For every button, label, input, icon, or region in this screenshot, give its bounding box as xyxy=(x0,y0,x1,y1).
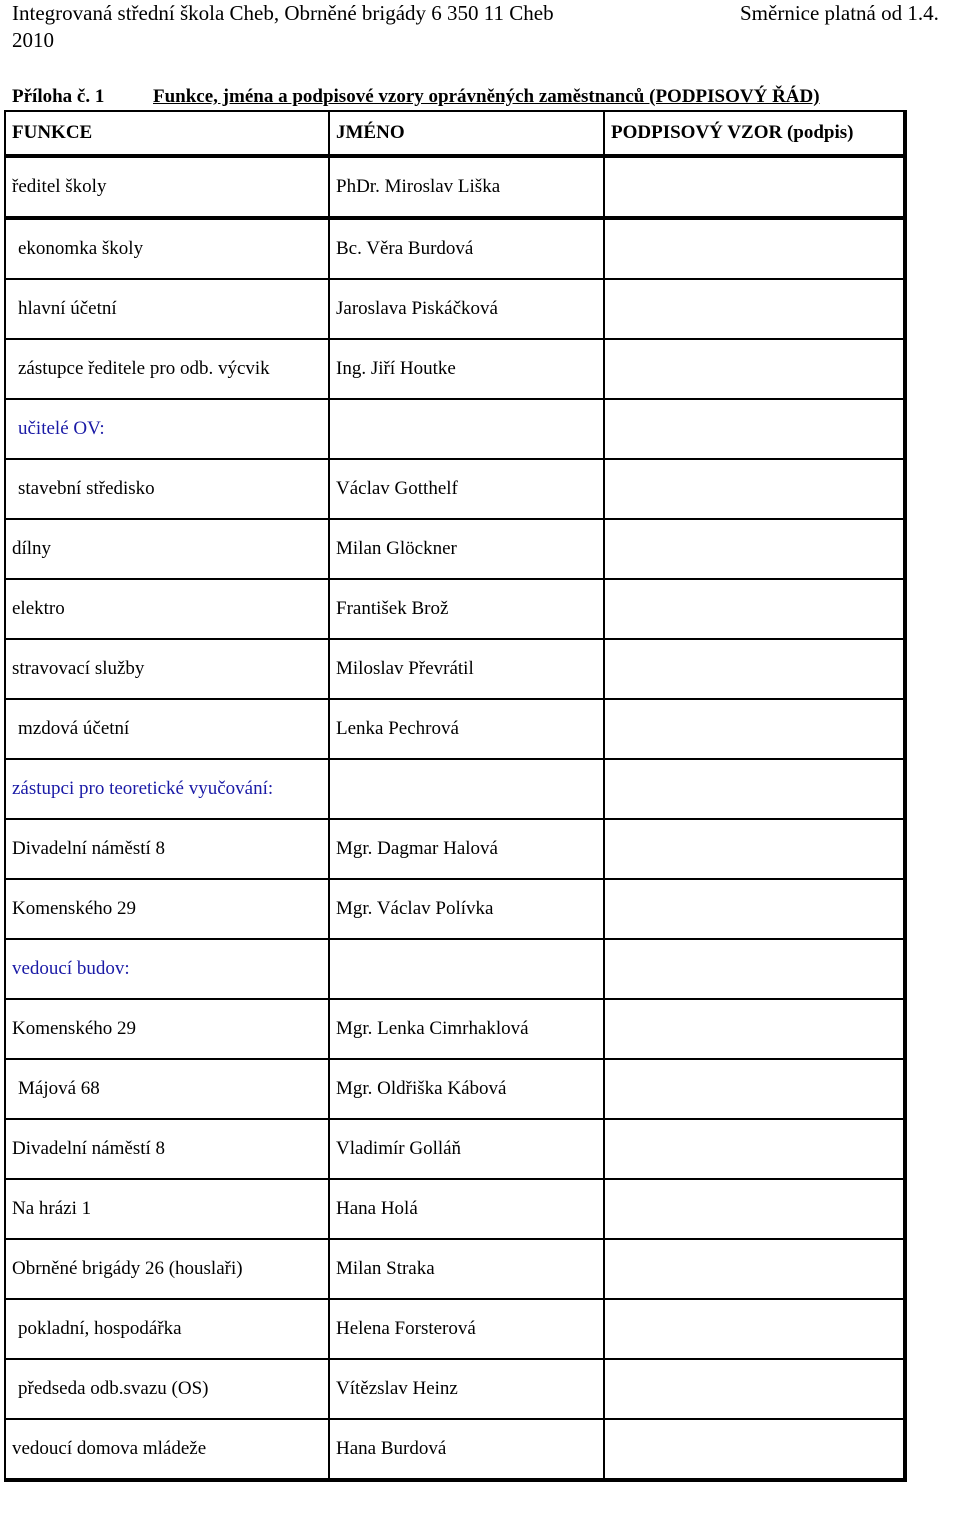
table-row xyxy=(5,1179,905,1239)
signature-cell xyxy=(604,639,905,699)
signature-cell xyxy=(604,879,905,939)
table-row xyxy=(5,639,905,699)
table-row xyxy=(5,1059,905,1119)
signature-cell xyxy=(604,1119,905,1179)
column-header-name: JMÉNO xyxy=(329,111,604,156)
function-cell: mzdová účetní xyxy=(5,699,329,759)
table-row xyxy=(5,759,905,819)
school-name: Integrovaná střední škola Cheb, Obrněné brigády 6 350 11 Cheb xyxy=(12,1,554,25)
signature-cell xyxy=(604,579,905,639)
table-row xyxy=(5,218,905,279)
function-cell: ředitel školy xyxy=(5,156,329,218)
name-cell: Hana Holá xyxy=(329,1179,604,1239)
signature-table xyxy=(4,110,907,1482)
function-cell: stravovací služby xyxy=(5,639,329,699)
signature-cell xyxy=(604,459,905,519)
table-row xyxy=(5,879,905,939)
function-cell: hlavní účetní xyxy=(5,279,329,339)
name-cell: Bc. Věra Burdová xyxy=(329,218,604,279)
attachment-title: Funkce, jména a podpisové vzory oprávněných zaměstnanců (PODPISOVÝ ŘÁD) xyxy=(153,86,820,107)
section-label: vedoucí budov: xyxy=(5,939,329,999)
table-row xyxy=(5,279,905,339)
function-cell: Komenského 29 xyxy=(5,879,329,939)
signature-cell xyxy=(604,759,905,819)
function-cell: stavební středisko xyxy=(5,459,329,519)
table-row xyxy=(5,819,905,879)
signature-cell xyxy=(604,939,905,999)
section-label: zástupci pro teoretické vyučování: xyxy=(5,759,329,819)
function-cell: Divadelní náměstí 8 xyxy=(5,819,329,879)
signature-cell xyxy=(604,1179,905,1239)
signature-cell xyxy=(604,519,905,579)
signature-cell xyxy=(604,1359,905,1419)
name-cell: Ing. Jiří Houtke xyxy=(329,339,604,399)
name-cell: Lenka Pechrová xyxy=(329,699,604,759)
name-cell: PhDr. Miroslav Liška xyxy=(329,156,604,218)
column-header-signature: PODPISOVÝ VZOR (podpis) xyxy=(604,111,905,156)
name-cell: Miloslav Převrátil xyxy=(329,639,604,699)
table-row xyxy=(5,1359,905,1419)
table-row xyxy=(5,1299,905,1359)
name-cell: Jaroslava Piskáčková xyxy=(329,279,604,339)
signature-cell xyxy=(604,1239,905,1299)
name-cell: František Brož xyxy=(329,579,604,639)
function-cell: vedoucí domova mládeže xyxy=(5,1419,329,1480)
function-cell: elektro xyxy=(5,579,329,639)
signature-cell xyxy=(604,399,905,459)
signature-cell xyxy=(604,1419,905,1480)
name-cell: Mgr. Lenka Cimrhaklová xyxy=(329,999,604,1059)
name-cell xyxy=(329,939,604,999)
name-cell: Mgr. Dagmar Halová xyxy=(329,819,604,879)
table-row xyxy=(5,459,905,519)
table-row xyxy=(5,1119,905,1179)
function-cell: dílny xyxy=(5,519,329,579)
validity-note: Směrnice platná od 1.4. xyxy=(740,1,939,25)
table-header-row xyxy=(5,111,905,156)
table-row xyxy=(5,699,905,759)
attachment-number: Příloha č. 1 xyxy=(12,86,105,107)
function-cell: předseda odb.svazu (OS) xyxy=(5,1359,329,1419)
name-cell: Mgr. Oldřiška Kábová xyxy=(329,1059,604,1119)
name-cell: Vítězslav Heinz xyxy=(329,1359,604,1419)
function-cell: Májová 68 xyxy=(5,1059,329,1119)
table-row xyxy=(5,999,905,1059)
table-row xyxy=(5,1419,905,1480)
signature-cell xyxy=(604,699,905,759)
signature-cell xyxy=(604,339,905,399)
table-row xyxy=(5,1239,905,1299)
function-cell: Na hrázi 1 xyxy=(5,1179,329,1239)
name-cell xyxy=(329,399,604,459)
table-row xyxy=(5,939,905,999)
signature-cell xyxy=(604,1299,905,1359)
function-cell: pokladní, hospodářka xyxy=(5,1299,329,1359)
function-cell: zástupce ředitele pro odb. výcvik xyxy=(5,339,329,399)
signature-cell xyxy=(604,819,905,879)
column-header-function: FUNKCE xyxy=(5,111,329,156)
function-cell: Komenského 29 xyxy=(5,999,329,1059)
signature-cell xyxy=(604,218,905,279)
attachment-heading xyxy=(12,86,912,110)
signature-cell xyxy=(604,1059,905,1119)
name-cell: Milan Straka xyxy=(329,1239,604,1299)
section-label: učitelé OV: xyxy=(5,399,329,459)
table-row xyxy=(5,579,905,639)
name-cell: Václav Gotthelf xyxy=(329,459,604,519)
name-cell: Mgr. Václav Polívka xyxy=(329,879,604,939)
validity-year: 2010 xyxy=(12,28,54,52)
name-cell: Milan Glöckner xyxy=(329,519,604,579)
signature-cell xyxy=(604,999,905,1059)
table-row xyxy=(5,399,905,459)
function-cell: ekonomka školy xyxy=(5,218,329,279)
function-cell: Obrněné brigády 26 (houslaři) xyxy=(5,1239,329,1299)
name-cell xyxy=(329,759,604,819)
signature-cell xyxy=(604,279,905,339)
signature-cell xyxy=(604,156,905,218)
table-row xyxy=(5,339,905,399)
function-cell: Divadelní náměstí 8 xyxy=(5,1119,329,1179)
name-cell: Vladimír Golláň xyxy=(329,1119,604,1179)
name-cell: Hana Burdová xyxy=(329,1419,604,1480)
name-cell: Helena Forsterová xyxy=(329,1299,604,1359)
table-row xyxy=(5,519,905,579)
table-row xyxy=(5,156,905,218)
